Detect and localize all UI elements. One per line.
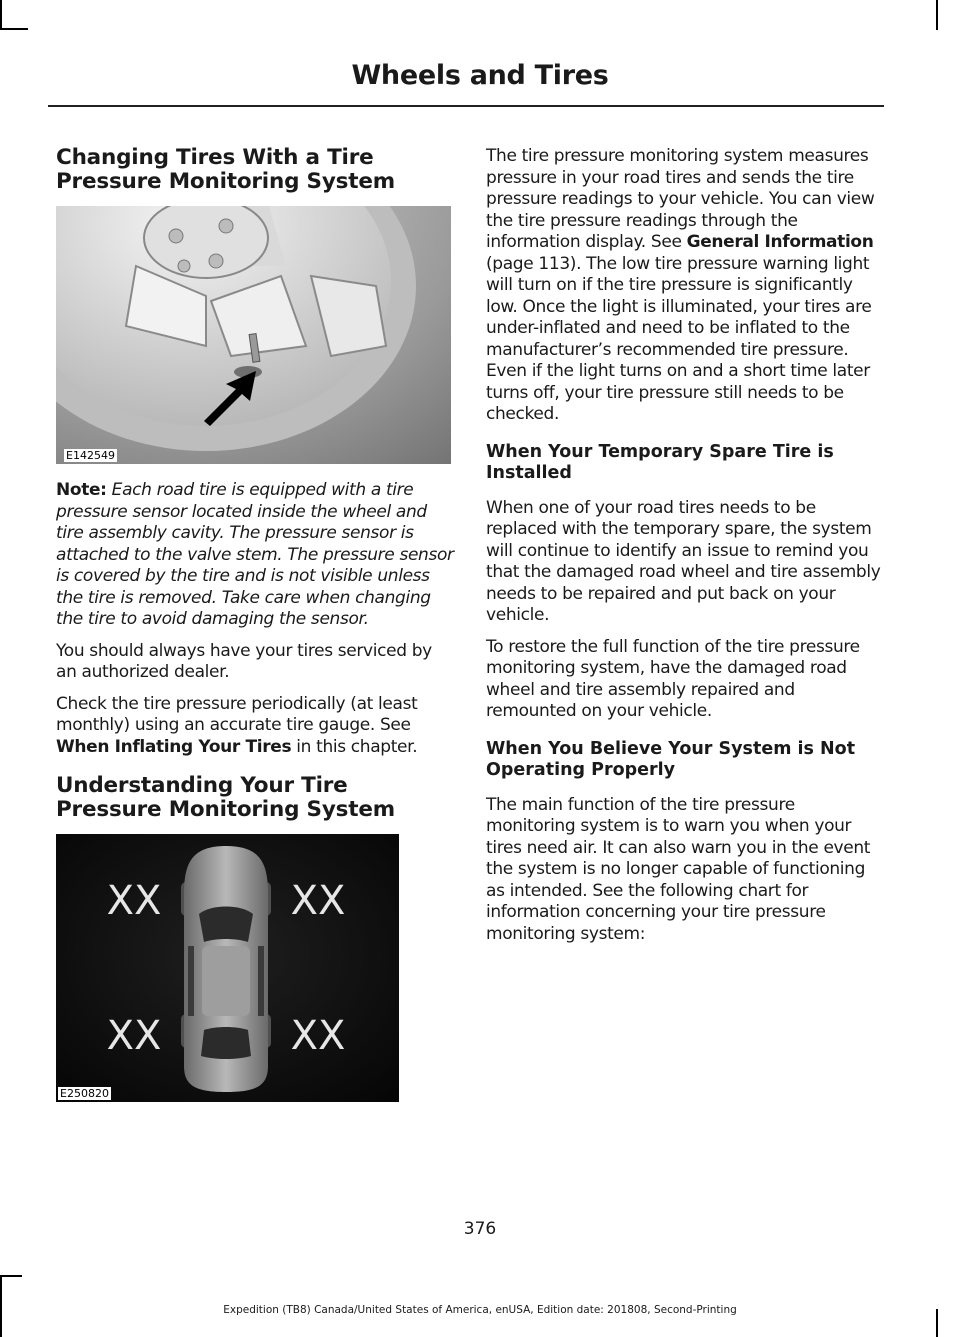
check-text-b: in this chapter.	[291, 736, 418, 757]
spare-tire-paragraph: When one of your road tires needs to be replaced with the temporary spare, the system will continue to identify an issue to remind you that the damaged road wheel and tire assembly needs to be repaired and put back on your vehicle.	[486, 497, 881, 625]
tire-pressure-front-left: XX	[106, 878, 162, 924]
cross-reference-link[interactable]: General Information	[686, 232, 874, 252]
crop-mark	[936, 0, 938, 30]
tpms-text-a: The tire pressure monitoring system measures pressure in your road tires and sends the tire pressure readings to your vehicle. You can view the tire pressure readings through the information display. See	[486, 146, 875, 252]
figure-label: E250820	[60, 1087, 109, 1100]
left-column	[56, 146, 454, 1118]
right-column	[486, 146, 884, 955]
page-number: 376	[463, 1219, 497, 1239]
crop-mark	[0, 28, 28, 30]
note-text: Each road tire is equipped with a tire pressure sensor located inside the wheel and tire assembly cavity. The pressure sensor is attached to the valve stem. The pressure sensor is covered by the tire and is not visible unless the tire is removed. Take care when changing the tire to avoid damaging the sensor.	[56, 480, 454, 629]
service-paragraph: You should always have your tires serviced by an authorized dealer.	[56, 640, 432, 682]
subheading-not-operating: When You Believe Your System is Not Operating Properly	[486, 738, 856, 780]
tire-pressure-rear-left: XX	[106, 1013, 162, 1059]
cross-reference-link[interactable]: When Inflating Your Tires	[56, 736, 292, 757]
check-text-a: Check the tire pressure periodically (at least monthly) using an accurate tire gauge. See	[56, 693, 418, 735]
crop-mark	[0, 1275, 22, 1277]
crop-mark	[0, 0, 2, 28]
tpms-description-paragraph	[486, 146, 884, 426]
note-paragraph	[56, 480, 454, 631]
check-pressure-paragraph	[56, 694, 454, 759]
figure-label: E142549	[66, 449, 115, 462]
note-lead: Note:	[56, 480, 107, 500]
section-title-understanding-tpms: Understanding Your Tire Pressure Monitoring System	[56, 773, 395, 822]
tpms-display-illustration	[56, 834, 399, 1102]
tire-pressure-rear-right: XX	[290, 1013, 346, 1059]
header-divider	[48, 105, 884, 107]
figure-tpms-display	[56, 834, 399, 1102]
tpms-text-b: (page 113). The low tire pressure warning light will turn on if the tire pressure is significantly low. Once the light is illuminated, your tires are under-inflated and need to be inflated to the manufacturer’s recommended tire pressure. Even if the light turns on and a short time later turns off, your tire pressure still needs to be checked.	[486, 253, 872, 424]
figure-tire-valve	[56, 206, 451, 464]
footer-edition: Expedition (TB8) Canada/United States of America, enUSA, Edition date: 201808, Second-Printing	[223, 1304, 737, 1316]
page-title: Wheels and Tires	[351, 60, 609, 91]
tire-pressure-front-right: XX	[290, 878, 346, 924]
section-title-changing-tires: Changing Tires With a Tire Pressure Monitoring System	[56, 145, 395, 194]
main-function-paragraph: The main function of the tire pressure monitoring system is to warn you when your tires need air. It can also warn you in the event the system is no longer capable of functioning as intended. See the following chart for information concerning your tire pressure monitoring system:	[486, 794, 871, 944]
tire-valve-illustration	[56, 206, 451, 464]
subheading-temporary-spare: When Your Temporary Spare Tire is Installed	[486, 441, 834, 483]
restore-function-paragraph: To restore the full function of the tire pressure monitoring system, have the damaged road wheel and tire assembly repaired and remounted on your vehicle.	[486, 636, 860, 721]
